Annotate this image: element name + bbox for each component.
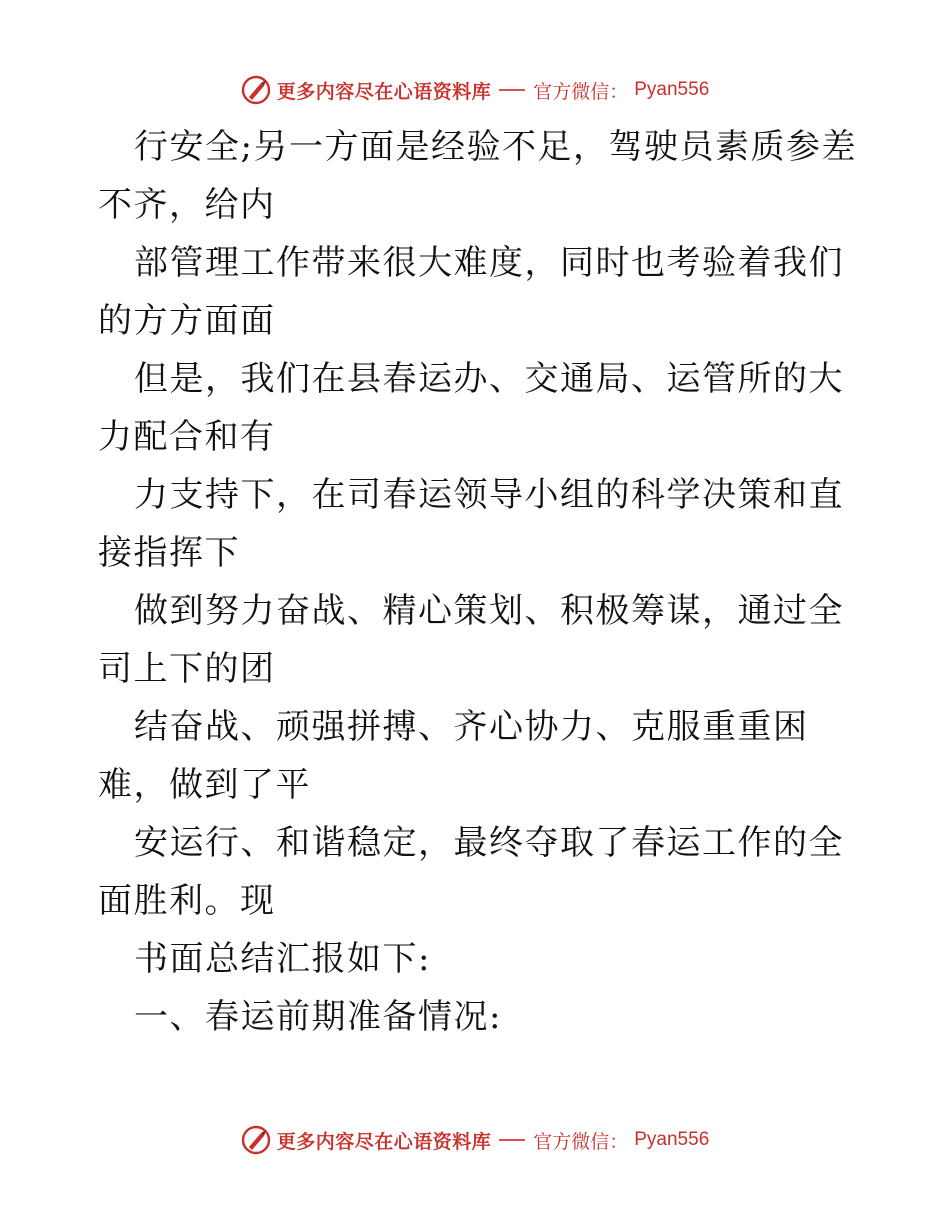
body-paragraph: 部管理工作带来很大难度，同时也考验着我们的方方面面 bbox=[98, 243, 844, 341]
footer-wechat-id: Pyan556 bbox=[634, 1129, 710, 1150]
footer-brand-text: 更多内容尽在心语资料库 bbox=[276, 1130, 492, 1153]
body-paragraph: 但是，我们在县春运办、交通局、运管所的大力配合和有 bbox=[98, 359, 844, 457]
body-paragraph: 行安全;另一方面是经验不足，驾驶员素质参差不齐，给内 bbox=[98, 127, 857, 225]
header-divider bbox=[499, 89, 525, 91]
body-paragraph: 结奋战、顽强拼搏、齐心协力、克服重重困难，做到了平 bbox=[98, 707, 809, 805]
body-paragraph: 做到努力奋战、精心策划、积极筹谋，通过全司上下的团 bbox=[98, 591, 844, 689]
header-wechat-id: Pyan556 bbox=[634, 79, 710, 100]
footer-divider bbox=[499, 1139, 525, 1141]
body-paragraph: 力支持下，在司春运领导小组的科学决策和直接指挥下 bbox=[98, 475, 844, 573]
body-paragraph: 安运行、和谐稳定，最终夺取了春运工作的全面胜利。现 bbox=[98, 823, 844, 921]
header-brand-text: 更多内容尽在心语资料库 bbox=[276, 80, 492, 103]
header-wechat-label: 官方微信： bbox=[533, 80, 629, 103]
footer-wechat-label: 官方微信： bbox=[533, 1130, 629, 1153]
footer-banner bbox=[0, 1120, 950, 1160]
body-paragraph: 书面总结汇报如下: bbox=[134, 939, 431, 979]
document-body bbox=[98, 118, 858, 1046]
quill-pen-logo-icon bbox=[241, 1125, 271, 1155]
quill-pen-logo-icon bbox=[241, 75, 271, 105]
section-heading: 一、春运前期准备情况: bbox=[134, 997, 502, 1037]
header-banner bbox=[0, 70, 950, 110]
